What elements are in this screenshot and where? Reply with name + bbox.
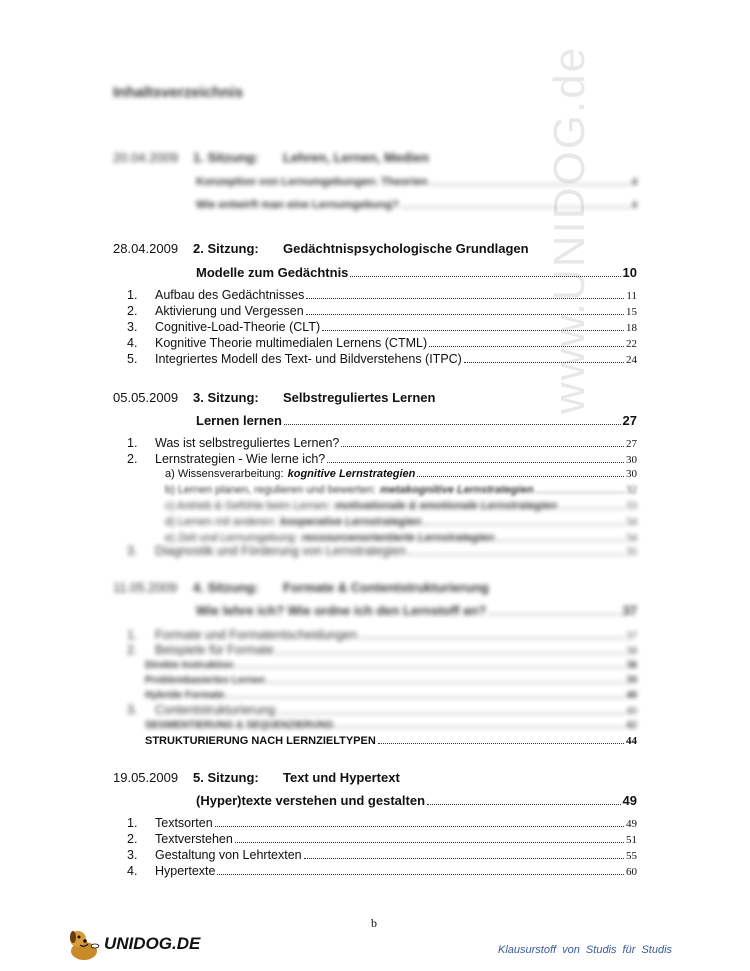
entry-label: (Hyper)texte verstehen und gestalten [196, 793, 426, 808]
item-page: 11 [626, 290, 637, 302]
subitem-label: b) Lernen planen, regulieren und bewerten: metakognitive Lernstrategien [165, 484, 534, 496]
subitem-label: e) Zeit und Lernumgebung: ressourcenorientierte Lernstrategien [165, 532, 495, 544]
leader-dots [306, 314, 624, 315]
item-label: Beispiele für Formate [155, 643, 274, 657]
leader-dots [335, 727, 624, 728]
item-number: 4. [127, 864, 138, 878]
toc-flat-entry [145, 735, 637, 747]
dog-icon [64, 924, 104, 964]
session-label: 2. Sitzung: [193, 241, 259, 256]
flat-label: SEGMENTIERUNG & SEQUENZIERUNG [145, 720, 334, 731]
subitem-label: a) Wissensverarbeitung: kognitive Lernstrategien [165, 468, 416, 480]
leader-dots [488, 614, 620, 615]
leader-dots [401, 207, 630, 208]
item-number: 3. [127, 703, 138, 717]
session-label: 4. Sitzung: [193, 580, 259, 595]
entry-page: 4 [631, 176, 637, 188]
subitem-page: 33 [626, 500, 637, 512]
entry-label: Wie lehre ich? Wie ordne ich den Lernstoff an? [196, 603, 487, 618]
toc-item [113, 544, 637, 558]
item-page: 35 [626, 546, 637, 558]
toc-entry [196, 265, 637, 280]
leader-dots [235, 667, 624, 668]
item-number: 1. [127, 436, 138, 450]
flat-page: 39 [626, 674, 637, 686]
item-number: 1. [127, 628, 138, 642]
footer-tagline: Klausurstoff von Studis für Studis [498, 944, 673, 956]
session-5-header [113, 770, 400, 785]
flat-page: 42 [626, 719, 637, 731]
leader-dots [284, 424, 621, 425]
toc-flat-entry [145, 719, 637, 731]
entry-label: Wie entwirft man eine Lernumgebung? [196, 199, 399, 211]
item-label: Cognitive-Load-Theorie (CLT) [155, 320, 321, 334]
subitem-page: 30 [626, 468, 637, 480]
toc-item [113, 336, 637, 350]
item-number: 3. [127, 320, 138, 334]
leader-dots [429, 346, 624, 347]
item-label: Integriertes Modell des Text- und Bildverstehens (ITPC) [155, 352, 462, 366]
item-label: Aktivierung und Vergessen [155, 304, 304, 318]
entry-page: 27 [622, 413, 637, 428]
session-topic: Formate & Contentstrukturierung [283, 580, 489, 595]
toc-entry [196, 199, 637, 211]
item-number: 2. [127, 304, 138, 318]
page-number: b [371, 916, 377, 930]
toc-item [113, 320, 637, 334]
leader-dots [559, 508, 624, 509]
flat-label: Hybride Formate [145, 690, 225, 701]
item-page: 38 [626, 645, 637, 657]
item-label: Diagnostik und Förderung von Lernstrategien [155, 544, 406, 558]
flat-page: 44 [626, 735, 637, 747]
toc-entry [196, 176, 637, 188]
session-topic: Text und Hypertext [283, 770, 400, 785]
entry-label: Konzeption von Lernumgebungen: Theorien [196, 176, 428, 188]
subitem-emphasis: kognitive Lernstrategien [287, 468, 416, 480]
toc-item [113, 816, 637, 830]
session-label: 3. Sitzung: [193, 390, 259, 405]
subitem-emphasis: ressourcenorientierte Lernstrategien [301, 532, 495, 544]
leader-dots [235, 842, 624, 843]
session-date: 28.04.2009 [113, 241, 179, 256]
logo-text: UNIDOG.DE [104, 934, 201, 953]
toc-item [113, 436, 637, 450]
session-label: 1. Sitzung: [193, 150, 259, 165]
item-number: 1. [127, 288, 138, 302]
entry-label: Lernen lernen [196, 413, 282, 428]
leader-dots [496, 540, 624, 541]
toc-subitem [165, 532, 637, 544]
item-page: 60 [626, 866, 637, 878]
leader-dots [430, 184, 630, 185]
leader-dots [306, 298, 624, 299]
item-number: 2. [127, 832, 138, 846]
flat-page: 38 [626, 659, 637, 671]
toc-item [113, 848, 637, 862]
toc-item [113, 628, 637, 642]
item-label: Contentstrukturierung [155, 703, 276, 717]
item-number: 2. [127, 452, 138, 466]
leader-dots [226, 697, 624, 698]
subitem-page: 34 [626, 532, 637, 544]
entry-page: 10 [622, 265, 637, 280]
session-date: 05.05.2009 [113, 390, 179, 405]
toc-entry [196, 603, 637, 618]
item-number: 4. [127, 336, 138, 350]
leader-dots [424, 524, 624, 525]
leader-dots [341, 446, 624, 447]
item-number: 3. [127, 544, 138, 558]
item-number: 5. [127, 352, 138, 366]
session-topic: Gedächtnispsychologische Grundlagen [283, 241, 529, 256]
subitem-label: d) Lernen mit anderen: kooperative Lernstrategien [165, 516, 422, 528]
session-label: 5. Sitzung: [193, 770, 259, 785]
item-number: 2. [127, 643, 138, 657]
session-topic: Lehren, Lernen, Medien [283, 150, 429, 165]
leader-dots [277, 713, 624, 714]
entry-page: 37 [622, 603, 637, 618]
item-page: 15 [626, 306, 637, 318]
leader-dots [304, 858, 624, 859]
leader-dots [378, 743, 624, 744]
subitem-page: 34 [626, 516, 637, 528]
leader-dots [217, 874, 624, 875]
leader-dots [417, 476, 624, 477]
item-label: Kognitive Theorie multimedialen Lernens (CTML) [155, 336, 428, 350]
item-label: Formate und Formatentscheidungen [155, 628, 358, 642]
item-page: 22 [626, 338, 637, 350]
toc-entry [196, 413, 637, 428]
item-page: 18 [626, 322, 637, 334]
item-label: Textverstehen [155, 832, 233, 846]
item-page: 40 [626, 705, 637, 717]
toc-subitem [165, 468, 637, 480]
leader-dots [535, 492, 624, 493]
toc-subitem [165, 500, 637, 512]
session-date: 11.05.2009 [113, 580, 178, 595]
item-page: 27 [626, 438, 637, 450]
leader-dots [464, 362, 624, 363]
leader-dots [322, 330, 624, 331]
toc-item [113, 352, 637, 366]
leader-dots [408, 554, 624, 555]
session-date: 19.05.2009 [113, 770, 179, 785]
toc-flat-entry [145, 689, 637, 701]
session-2-header [113, 241, 529, 256]
session-1-header [113, 150, 429, 165]
leader-dots [215, 826, 624, 827]
toc-subitem [165, 516, 637, 528]
toc-item [113, 643, 637, 657]
session-topic: Selbstreguliertes Lernen [283, 390, 436, 405]
flat-label: Direkte Instruktion [145, 660, 234, 671]
item-page: 49 [626, 818, 637, 830]
item-label: Was ist selbstreguliertes Lernen? [155, 436, 340, 450]
item-page: 55 [626, 850, 637, 862]
item-label: Lernstrategien - Wie lerne ich? [155, 452, 326, 466]
entry-page: 4 [631, 199, 637, 211]
toc-item [113, 304, 637, 318]
flat-label: STRUKTURIERUNG NACH LERNZIELTYPEN [145, 735, 376, 747]
entry-page: 49 [622, 793, 637, 808]
session-3-header [113, 390, 435, 405]
subitem-emphasis: kooperative Lernstrategien [280, 516, 422, 528]
item-number: 3. [127, 848, 138, 862]
subitem-emphasis: motivationale & emotionale Lernstrategien [334, 500, 558, 512]
item-page: 37 [626, 630, 637, 642]
subitem-page: 32 [626, 484, 637, 496]
toc-item [113, 703, 637, 717]
toc-flat-entry [145, 674, 637, 686]
leader-dots [327, 462, 624, 463]
unidog-logo[interactable] [64, 924, 214, 964]
item-label: Textsorten [155, 816, 213, 830]
session-4-header [113, 580, 489, 595]
toc-item [113, 864, 637, 878]
toc-item [113, 452, 637, 466]
leader-dots [276, 653, 624, 654]
toc-subitem [165, 484, 637, 496]
item-page: 24 [626, 354, 637, 366]
leader-dots [350, 276, 620, 277]
watermark: www.UNIDOG.de [545, 45, 594, 415]
subitem-label: c) Antrieb & Gefühle beim Lernen: motivationale & emotionale Lernstrategien [165, 500, 558, 512]
flat-page: 40 [626, 689, 637, 701]
item-page: 51 [626, 834, 637, 846]
subitem-emphasis: metakognitive Lernstrategien [379, 484, 534, 496]
entry-label: Modelle zum Gedächtnis [196, 265, 349, 280]
leader-dots [427, 804, 621, 805]
flat-label: Problembasiertes Lernen [145, 675, 266, 686]
toc-entry [196, 793, 637, 808]
toc-item [113, 832, 637, 846]
toc-flat-entry [145, 659, 637, 671]
item-label: Hypertexte [155, 864, 216, 878]
session-date: 20.04.2009 [113, 150, 179, 165]
item-number: 1. [127, 816, 138, 830]
toc-title: Inhaltsverzeichnis [113, 84, 244, 101]
leader-dots [359, 638, 624, 639]
item-label: Aufbau des Gedächtnisses [155, 288, 305, 302]
leader-dots [267, 682, 624, 683]
item-label: Gestaltung von Lehrtexten [155, 848, 302, 862]
toc-item [113, 288, 637, 302]
item-page: 30 [626, 454, 637, 466]
